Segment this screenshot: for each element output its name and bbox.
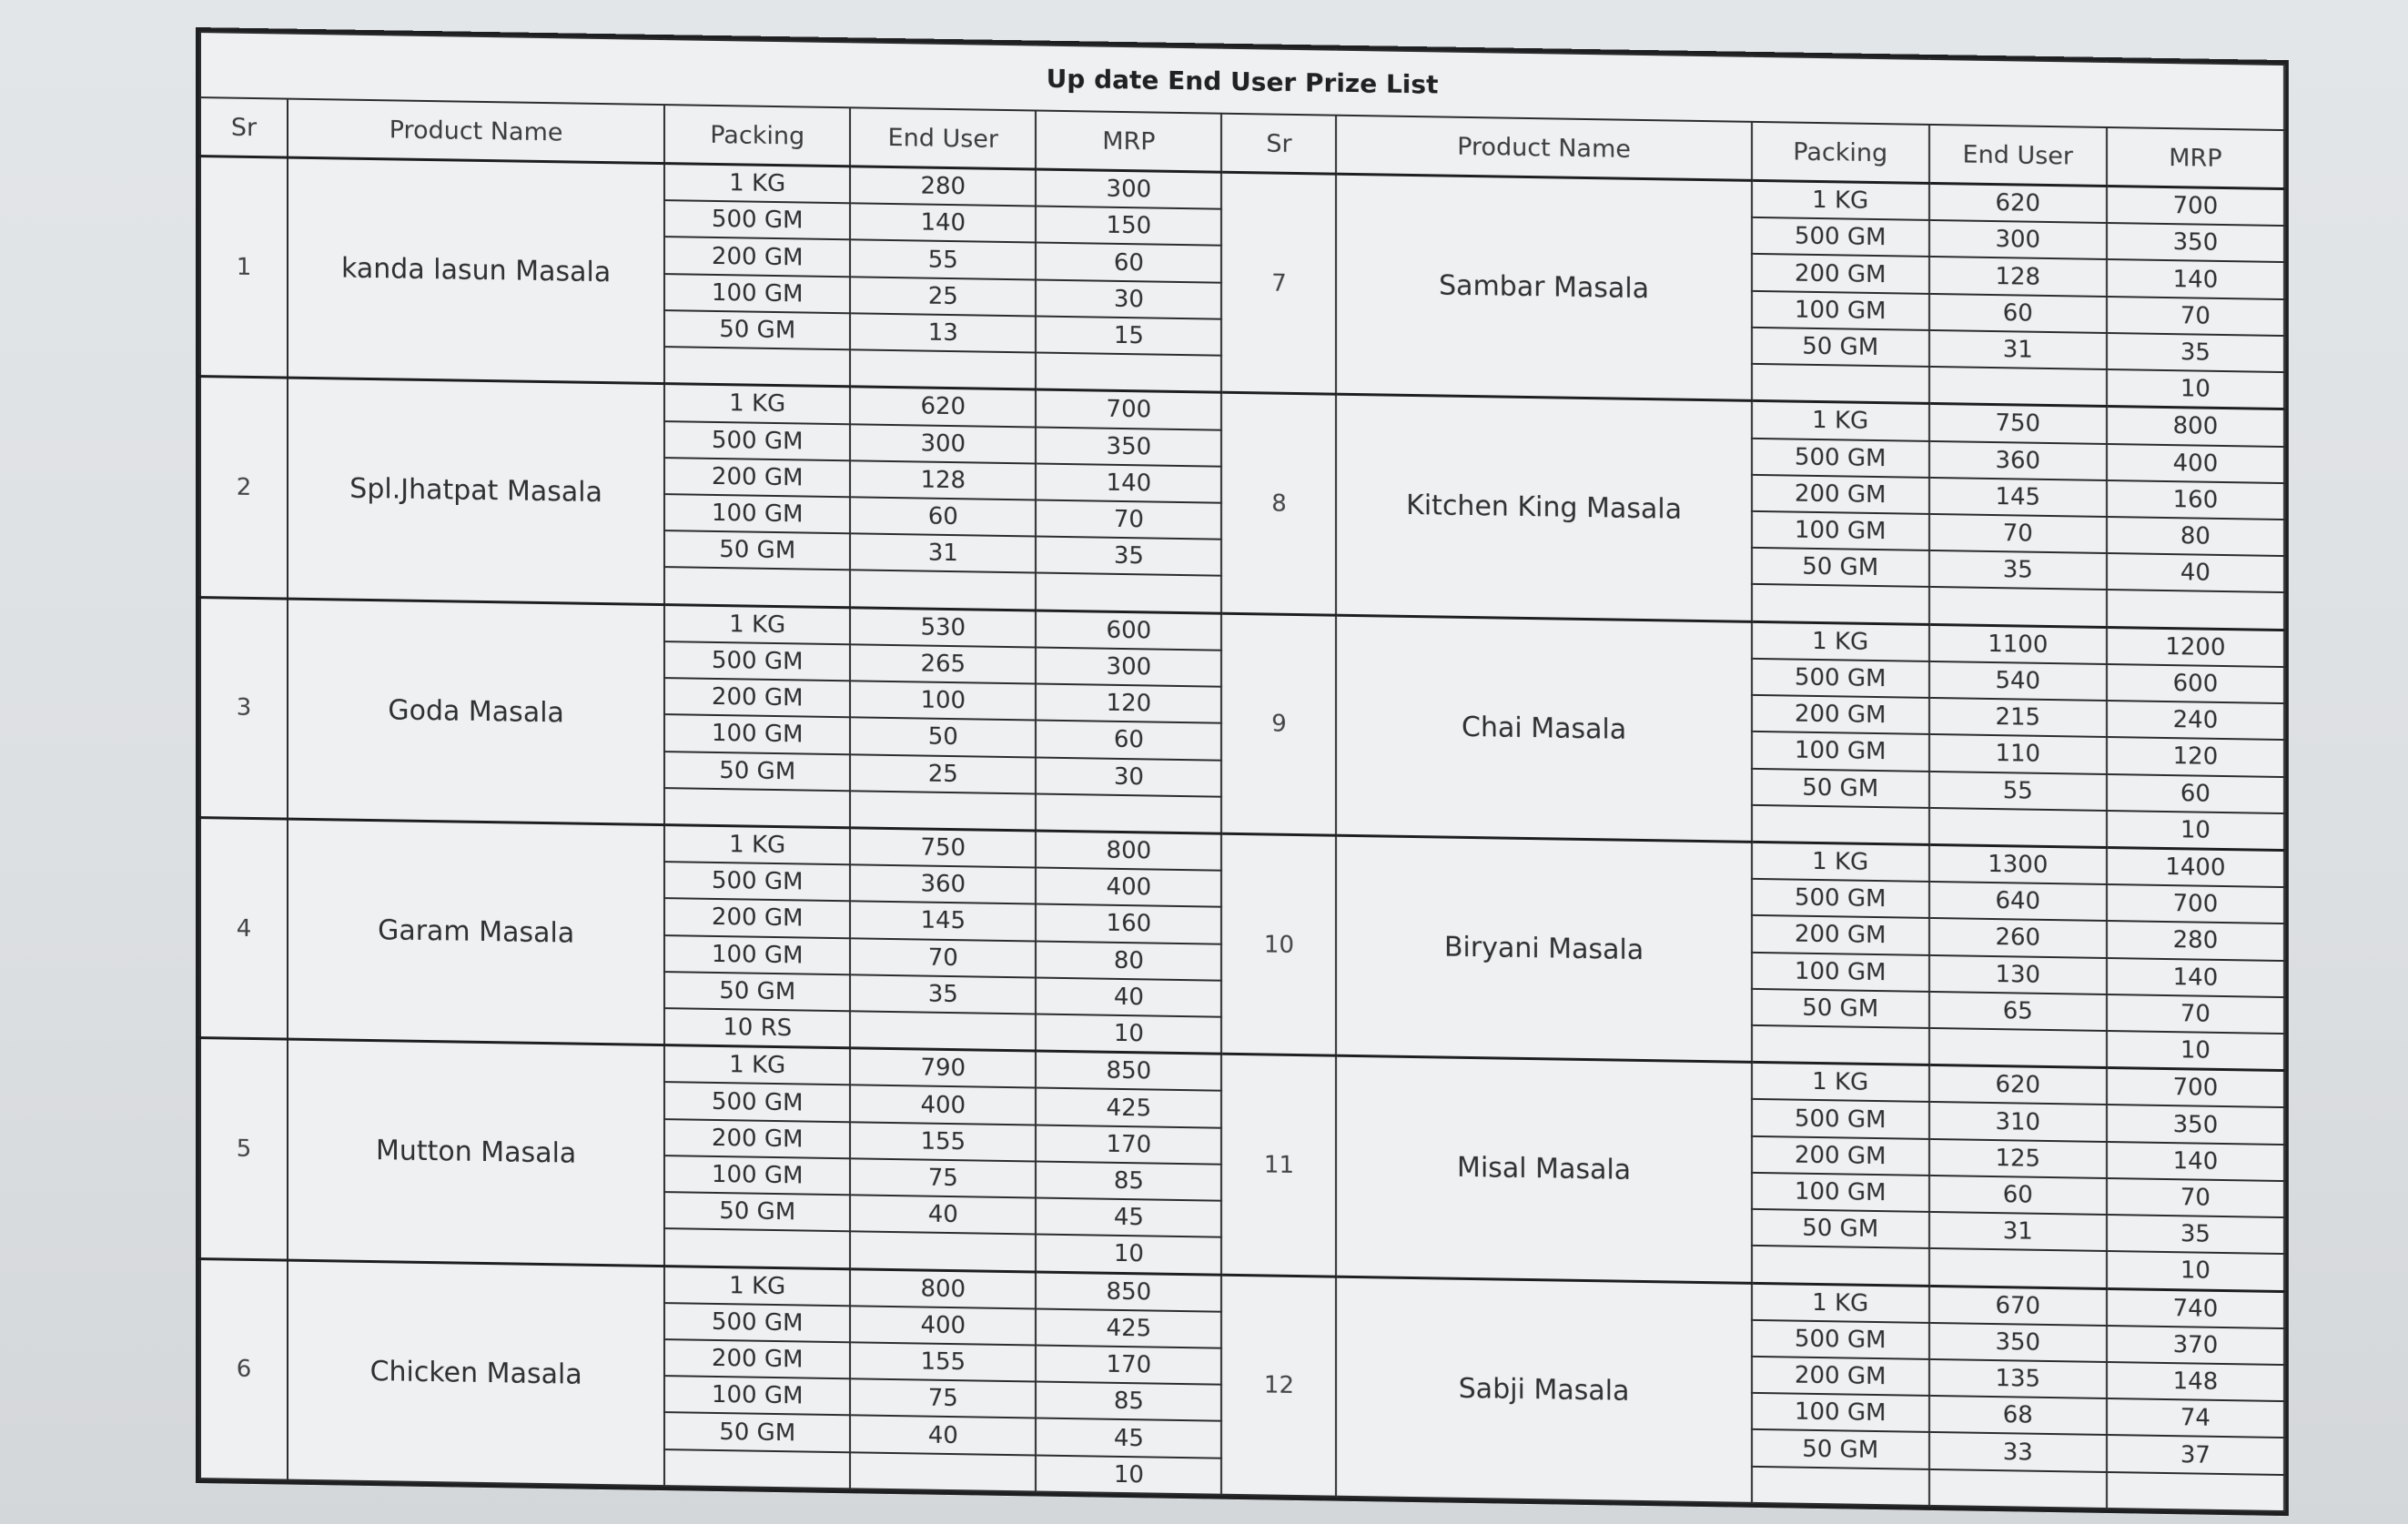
mrp-price: 85 xyxy=(1036,1382,1221,1421)
packing-cell: 50 GM xyxy=(1752,1209,1929,1248)
mrp-price: 140 xyxy=(2107,1142,2284,1181)
mrp-price: 85 xyxy=(1036,1161,1221,1200)
end-user-price: 40 xyxy=(850,1195,1036,1234)
end-user-price: 750 xyxy=(1929,404,2107,444)
end-user-price: 670 xyxy=(1929,1286,2107,1326)
header-mrp-right: MRP xyxy=(2107,127,2284,189)
packing-cell: 100 GM xyxy=(664,935,850,974)
end-user-price: 530 xyxy=(850,607,1036,647)
packing-cell: 1 KG xyxy=(1752,1063,1929,1103)
end-user-price xyxy=(850,1232,1036,1272)
packing-cell xyxy=(664,1449,850,1489)
packing-cell: 200 GM xyxy=(664,237,850,277)
end-user-price: 540 xyxy=(1929,661,2107,701)
packing-cell: 500 GM xyxy=(1752,1099,1929,1138)
packing-cell: 50 GM xyxy=(1752,768,1929,807)
end-user-price: 110 xyxy=(1929,734,2107,773)
packing-cell: 100 GM xyxy=(1752,291,1929,330)
mrp-price: 350 xyxy=(2107,1105,2284,1144)
end-user-price: 400 xyxy=(850,1306,1036,1345)
mrp-price: 1200 xyxy=(2107,627,2284,667)
mrp-price: 140 xyxy=(2107,259,2284,298)
mrp-price: 45 xyxy=(1036,1418,1221,1458)
packing-cell: 500 GM xyxy=(1752,438,1929,477)
header-sr-right: Sr xyxy=(1221,114,1336,174)
mrp-price: 74 xyxy=(2107,1398,2284,1438)
packing-cell: 50 GM xyxy=(664,530,850,570)
sr-number: 1 xyxy=(200,156,288,378)
mrp-price: 740 xyxy=(2107,1288,2284,1328)
mrp-price: 60 xyxy=(1036,243,1221,282)
end-user-price xyxy=(850,791,1036,831)
mrp-price: 400 xyxy=(1036,868,1221,907)
page-title: Up date End User Prize List xyxy=(200,32,2284,130)
mrp-price: 10 xyxy=(2107,1251,2284,1291)
packing-cell: 500 GM xyxy=(664,641,850,681)
packing-cell: 1 KG xyxy=(664,164,850,204)
end-user-price: 40 xyxy=(850,1416,1036,1455)
mrp-price: 350 xyxy=(1036,427,1221,466)
mrp-price: 150 xyxy=(1036,207,1221,246)
mrp-price: 850 xyxy=(1036,1272,1221,1312)
mrp-price: 170 xyxy=(1036,1125,1221,1164)
mrp-price: 800 xyxy=(1036,831,1221,871)
packing-cell: 200 GM xyxy=(1752,475,1929,514)
packing-cell: 200 GM xyxy=(1752,254,1929,293)
mrp-price: 35 xyxy=(2107,333,2284,372)
mrp-price: 10 xyxy=(1036,1014,1221,1055)
end-user-price xyxy=(1929,1248,2107,1288)
mrp-price: 10 xyxy=(2107,369,2284,409)
product-name: Sabji Masala xyxy=(1336,1277,1751,1503)
packing-cell: 200 GM xyxy=(664,1339,850,1378)
packing-cell: 500 GM xyxy=(664,200,850,239)
mrp-price: 40 xyxy=(2107,553,2284,592)
end-user-price: 400 xyxy=(850,1085,1036,1125)
end-user-price: 750 xyxy=(850,828,1036,868)
mrp-price: 15 xyxy=(1036,316,1221,355)
packing-cell: 10 RS xyxy=(664,1008,850,1048)
sr-number: 8 xyxy=(1221,393,1336,615)
mrp-price: 850 xyxy=(1036,1051,1221,1091)
packing-cell: 1 KG xyxy=(664,1045,850,1085)
packing-cell xyxy=(664,1228,850,1268)
packing-cell: 100 GM xyxy=(664,1376,850,1415)
packing-cell xyxy=(1752,1467,1929,1506)
packing-cell: 50 GM xyxy=(664,1413,850,1452)
end-user-price: 360 xyxy=(850,864,1036,903)
mrp-price: 170 xyxy=(1036,1346,1221,1385)
mrp-price xyxy=(1036,793,1221,833)
mrp-price: 160 xyxy=(1036,904,1221,944)
sr-number: 12 xyxy=(1221,1275,1336,1497)
end-user-price: 140 xyxy=(850,204,1036,243)
end-user-price: 1100 xyxy=(1929,624,2107,664)
packing-cell: 500 GM xyxy=(664,862,850,901)
price-list-table xyxy=(199,31,2285,1512)
packing-cell: 50 GM xyxy=(1752,328,1929,367)
packing-cell xyxy=(1752,584,1929,624)
mrp-price: 700 xyxy=(2107,186,2284,226)
end-user-price: 25 xyxy=(850,754,1036,793)
mrp-price: 60 xyxy=(2107,773,2284,812)
packing-cell: 200 GM xyxy=(1752,1136,1929,1176)
end-user-price: 280 xyxy=(850,167,1036,207)
header-end-user-left: End User xyxy=(850,107,1036,169)
mrp-price: 280 xyxy=(2107,921,2284,960)
mrp-price: 45 xyxy=(1036,1198,1221,1237)
mrp-price: 10 xyxy=(2107,811,2284,851)
packing-cell: 500 GM xyxy=(664,1083,850,1122)
end-user-price: 31 xyxy=(1929,1212,2107,1251)
mrp-price xyxy=(1036,573,1221,613)
product-name: kanda lasun Masala xyxy=(288,157,664,384)
packing-cell: 1 KG xyxy=(1752,180,1929,220)
end-user-price xyxy=(1929,1028,2107,1068)
packing-cell: 500 GM xyxy=(1752,659,1929,698)
packing-cell: 200 GM xyxy=(664,1119,850,1158)
end-user-price: 55 xyxy=(850,240,1036,279)
product-name: Sambar Masala xyxy=(1336,174,1751,400)
end-user-price: 65 xyxy=(1929,992,2107,1031)
mrp-price: 240 xyxy=(2107,701,2284,740)
packing-cell xyxy=(664,567,850,607)
sr-number: 11 xyxy=(1221,1054,1336,1276)
end-user-price: 155 xyxy=(850,1122,1036,1161)
packing-cell: 1 KG xyxy=(664,384,850,424)
end-user-price xyxy=(1929,808,2107,848)
mrp-price: 425 xyxy=(1036,1088,1221,1127)
mrp-price: 1400 xyxy=(2107,847,2284,887)
header-mrp-left: MRP xyxy=(1036,111,1221,173)
end-user-price: 620 xyxy=(850,387,1036,427)
end-user-price: 145 xyxy=(1929,478,2107,517)
end-user-price: 33 xyxy=(1929,1432,2107,1471)
packing-cell: 100 GM xyxy=(1752,1173,1929,1212)
end-user-price: 620 xyxy=(1929,183,2107,223)
packing-cell: 200 GM xyxy=(1752,695,1929,734)
mrp-price xyxy=(1036,353,1221,393)
end-user-price: 25 xyxy=(850,277,1036,316)
packing-cell: 1 KG xyxy=(1752,1283,1929,1323)
end-user-price: 130 xyxy=(1929,955,2107,994)
packing-cell: 200 GM xyxy=(664,678,850,717)
packing-cell: 500 GM xyxy=(1752,217,1929,257)
sr-number: 4 xyxy=(200,818,288,1040)
packing-cell: 100 GM xyxy=(664,714,850,753)
end-user-price: 260 xyxy=(1929,918,2107,957)
end-user-price: 125 xyxy=(1929,1139,2107,1178)
sr-number: 6 xyxy=(200,1258,288,1479)
packing-cell: 1 KG xyxy=(664,1266,850,1306)
packing-cell: 500 GM xyxy=(664,421,850,460)
mrp-price: 40 xyxy=(1036,977,1221,1016)
mrp-price: 300 xyxy=(1036,647,1221,686)
sr-number: 7 xyxy=(1221,172,1336,394)
packing-cell: 200 GM xyxy=(1752,915,1929,954)
end-user-price: 50 xyxy=(850,718,1036,757)
product-name: Garam Masala xyxy=(288,819,664,1045)
price-list-sheet xyxy=(196,27,2289,1516)
end-user-price: 265 xyxy=(850,644,1036,683)
packing-cell: 500 GM xyxy=(1752,1320,1929,1359)
end-user-price: 60 xyxy=(1929,1176,2107,1215)
end-user-price xyxy=(850,1011,1036,1051)
packing-cell xyxy=(1752,1025,1929,1065)
end-user-price: 128 xyxy=(1929,257,2107,296)
product-name: Misal Masala xyxy=(1336,1055,1751,1282)
packing-cell: 50 GM xyxy=(664,310,850,349)
mrp-price: 80 xyxy=(1036,941,1221,980)
mrp-price: 30 xyxy=(1036,757,1221,796)
mrp-price xyxy=(2107,1472,2284,1511)
end-user-price: 790 xyxy=(850,1048,1036,1088)
mrp-price: 70 xyxy=(2107,297,2284,336)
packing-cell: 1 KG xyxy=(1752,621,1929,661)
mrp-price: 700 xyxy=(2107,884,2284,923)
end-user-price: 68 xyxy=(1929,1396,2107,1435)
header-product-name-right: Product Name xyxy=(1336,116,1751,181)
sr-number: 2 xyxy=(200,377,288,599)
product-name: Goda Masala xyxy=(288,599,664,825)
end-user-price: 155 xyxy=(850,1342,1036,1381)
packing-cell: 1 KG xyxy=(1752,401,1929,441)
end-user-price: 35 xyxy=(1929,550,2107,590)
end-user-price: 60 xyxy=(1929,294,2107,333)
packing-cell: 50 GM xyxy=(1752,989,1929,1028)
mrp-price: 350 xyxy=(2107,223,2284,262)
packing-cell: 100 GM xyxy=(1752,952,1929,991)
packing-cell: 100 GM xyxy=(1752,511,1929,550)
packing-cell xyxy=(1752,364,1929,404)
packing-cell: 100 GM xyxy=(664,494,850,533)
mrp-price: 300 xyxy=(1036,169,1221,209)
mrp-price: 148 xyxy=(2107,1362,2284,1401)
end-user-price xyxy=(850,1452,1036,1492)
mrp-price: 80 xyxy=(2107,517,2284,556)
product-name: Chai Masala xyxy=(1336,615,1751,842)
packing-cell xyxy=(1752,805,1929,845)
end-user-price: 70 xyxy=(850,938,1036,977)
packing-cell: 50 GM xyxy=(1752,548,1929,587)
end-user-price: 70 xyxy=(1929,514,2107,553)
header-packing-left: Packing xyxy=(664,105,850,167)
end-user-price: 300 xyxy=(1929,220,2107,259)
packing-cell: 100 GM xyxy=(1752,732,1929,771)
end-user-price: 13 xyxy=(850,313,1036,352)
end-user-price: 55 xyxy=(1929,771,2107,810)
mrp-price: 600 xyxy=(2107,664,2284,703)
mrp-price: 10 xyxy=(2107,1031,2284,1071)
sr-number: 5 xyxy=(200,1038,288,1260)
packing-cell: 100 GM xyxy=(664,274,850,313)
packing-cell xyxy=(664,347,850,387)
packing-cell: 500 GM xyxy=(664,1303,850,1342)
mrp-price: 10 xyxy=(1036,1235,1221,1275)
end-user-price: 310 xyxy=(1929,1102,2107,1141)
end-user-price: 145 xyxy=(850,902,1036,941)
end-user-price: 60 xyxy=(850,497,1036,536)
packing-cell: 1 KG xyxy=(664,825,850,865)
mrp-price: 37 xyxy=(2107,1435,2284,1474)
mrp-price: 70 xyxy=(2107,1178,2284,1217)
product-name: Chicken Masala xyxy=(288,1260,664,1486)
packing-cell xyxy=(664,788,850,828)
packing-cell: 200 GM xyxy=(664,898,850,937)
end-user-price: 800 xyxy=(850,1268,1036,1308)
mrp-price: 60 xyxy=(1036,721,1221,760)
end-user-price: 620 xyxy=(1929,1065,2107,1105)
end-user-price: 31 xyxy=(850,533,1036,572)
packing-cell: 100 GM xyxy=(664,1156,850,1195)
packing-cell: 50 GM xyxy=(664,752,850,791)
packing-cell: 500 GM xyxy=(1752,879,1929,918)
mrp-price: 370 xyxy=(2107,1326,2284,1365)
mrp-price: 70 xyxy=(1036,500,1221,539)
mrp-price: 800 xyxy=(2107,407,2284,447)
mrp-price: 160 xyxy=(2107,480,2284,520)
header-end-user-right: End User xyxy=(1929,125,2107,187)
end-user-price: 640 xyxy=(1929,882,2107,921)
end-user-price: 35 xyxy=(850,974,1036,1014)
end-user-price: 31 xyxy=(1929,330,2107,369)
end-user-price: 215 xyxy=(1929,698,2107,737)
end-user-price: 135 xyxy=(1929,1359,2107,1398)
mrp-price: 600 xyxy=(1036,611,1221,651)
price-list-body xyxy=(200,156,2284,1511)
product-name: Spl.Jhatpat Masala xyxy=(288,378,664,604)
mrp-price: 120 xyxy=(1036,684,1221,723)
mrp-price: 700 xyxy=(2107,1068,2284,1108)
mrp-price: 70 xyxy=(2107,994,2284,1034)
end-user-price: 100 xyxy=(850,681,1036,720)
header-sr-left: Sr xyxy=(200,97,288,157)
end-user-price: 360 xyxy=(1929,440,2107,479)
mrp-price: 120 xyxy=(2107,737,2284,776)
end-user-price xyxy=(850,570,1036,611)
end-user-price: 128 xyxy=(850,460,1036,500)
mrp-price: 35 xyxy=(1036,537,1221,576)
end-user-price: 75 xyxy=(850,1379,1036,1418)
mrp-price: 700 xyxy=(1036,389,1221,429)
end-user-price: 1300 xyxy=(1929,844,2107,884)
packing-cell: 1 KG xyxy=(1752,842,1929,882)
mrp-price: 30 xyxy=(1036,279,1221,318)
end-user-price xyxy=(850,349,1036,389)
end-user-price xyxy=(1929,367,2107,407)
packing-cell: 50 GM xyxy=(664,972,850,1011)
end-user-price: 75 xyxy=(850,1158,1036,1197)
packing-cell: 50 GM xyxy=(1752,1429,1929,1468)
packing-cell xyxy=(1752,1246,1929,1286)
end-user-price: 350 xyxy=(1929,1323,2107,1362)
mrp-price: 425 xyxy=(1036,1308,1221,1347)
packing-cell: 1 KG xyxy=(664,604,850,644)
end-user-price: 300 xyxy=(850,424,1036,463)
end-user-price xyxy=(1929,587,2107,627)
mrp-price: 140 xyxy=(2107,958,2284,997)
header-packing-right: Packing xyxy=(1752,122,1929,184)
product-name: Kitchen King Masala xyxy=(1336,395,1751,621)
sr-number: 10 xyxy=(1221,833,1336,1055)
header-product-name-left: Product Name xyxy=(288,99,664,164)
product-name: Mutton Masala xyxy=(288,1039,664,1266)
mrp-price xyxy=(2107,590,2284,630)
packing-cell: 50 GM xyxy=(664,1192,850,1231)
packing-cell: 100 GM xyxy=(1752,1393,1929,1432)
product-name: Biryani Masala xyxy=(1336,835,1751,1062)
end-user-price xyxy=(1929,1469,2107,1509)
mrp-price: 400 xyxy=(2107,444,2284,483)
packing-cell: 200 GM xyxy=(1752,1357,1929,1396)
mrp-price: 10 xyxy=(1036,1455,1221,1495)
sr-number: 3 xyxy=(200,597,288,819)
packing-cell: 200 GM xyxy=(664,458,850,497)
mrp-price: 140 xyxy=(1036,463,1221,502)
mrp-price: 35 xyxy=(2107,1215,2284,1254)
sr-number: 9 xyxy=(1221,613,1336,835)
